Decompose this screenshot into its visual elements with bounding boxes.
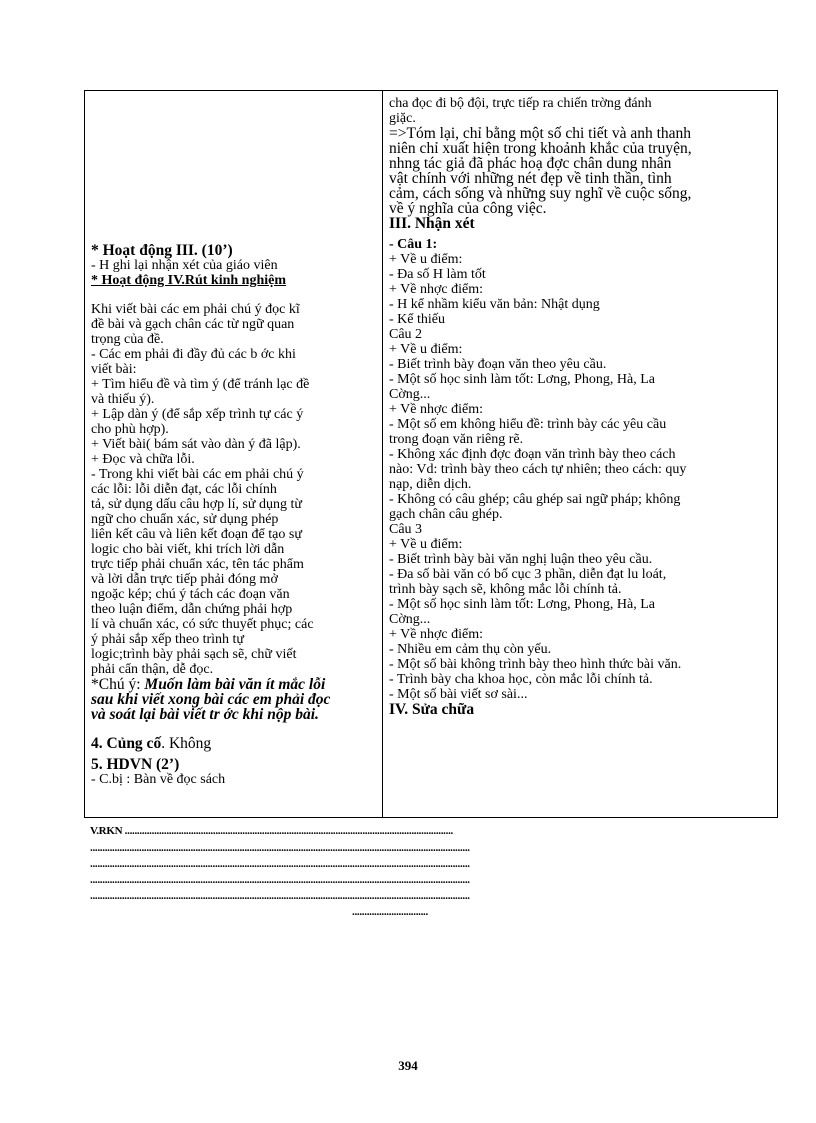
advice-line: - Các em phải đi đầy đủ các b ớc khi [91,347,296,362]
right-column [389,91,773,817]
section-4-title: 4. Củng cố [91,735,162,752]
note-text: Muốn làm bài văn ít mắc lỗi [144,676,326,693]
section-4-text: . Không [161,735,212,752]
summary-line: niên chỉ xuất hiện trong khoảnh khắc của truyện, [389,140,692,157]
advice-line: + Tìm hiểu đề và tìm ý (để tránh lạc đề [91,377,310,392]
dotted-line: ........................................................................................................................................................... [90,842,470,854]
review-line: + Về u điểm: [389,537,463,552]
summary-line: giặc. [389,111,416,126]
review-line: - Một số em không hiểu đề: trình bày các yêu cầu [389,417,667,432]
section-5-text: - C.bị : Bàn về đọc sách [91,772,226,787]
question-3-title: Câu 3 [389,522,423,537]
review-line: - Một số bài không trình bày theo hình thức bài văn. [389,657,682,672]
review-line: + Về nhợc điểm: [389,402,483,417]
advice-line: phải cẩn thận, dễ đọc. [91,662,214,677]
summary-line: vật chính với những nét đẹp về tinh thần, tình [389,170,672,187]
summary-line: cha đọc đi bộ đội, trực tiếp ra chiến trờng đánh [389,96,652,111]
review-line: - Nhiều em cảm thụ còn yếu. [389,642,552,657]
review-line: - Một số học sinh làm tốt: Lơng, Phong, Hà, La [389,597,655,612]
advice-line: và thiếu ý). [91,392,155,407]
advice-line: trọng của đề. [91,332,164,347]
review-line: - Đa số H làm tốt [389,267,486,282]
column-divider [382,91,383,817]
review-line: + Về u điểm: [389,252,463,267]
advice-line: theo luận điểm, dẫn chứng phải hợp [91,602,293,617]
review-line: trong đoạn văn riêng rẽ. [389,432,524,447]
review-line: - Biết trình bày đoạn văn theo yêu cầu. [389,357,607,372]
summary-line: nhng tác giả đã phác hoạ đợc chân dung nhân [389,155,672,172]
advice-line: ý phải sắp xếp theo trình tự [91,632,245,647]
dotted-line: ........................................................................................................................................................... [90,874,470,886]
note-line: sau khi viết xong bài các em phải đọc [91,691,331,708]
review-line: - Một số bài viết sơ sài... [389,687,528,702]
review-line: - H kể nhầm kiểu văn bản: Nhật dụng [389,297,600,312]
advice-line: ngữ cho chuẩn xác, sử dụng phép [91,512,279,527]
advice-line: Khi viết bài các em phải chú ý đọc kĩ [91,302,300,317]
page-number: 394 [398,1058,418,1073]
advice-line: liên kết câu và liên kết đoạn để tạo sự [91,527,302,542]
lesson-table [84,90,778,818]
activity-3-text: - H ghi lại nhận xét của giáo viên [91,258,278,273]
advice-line: + Đọc và chữa lỗi. [91,452,195,467]
advice-line: + Lập dàn ý (để sắp xếp trình tự các ý [91,407,304,422]
advice-line: đề bài và gạch chân các từ ngữ quan [91,317,295,332]
review-line: - Biết trình bày bài văn nghị luận theo yêu cầu. [389,552,653,567]
review-line: - Đa số bài văn có bố cục 3 phần, diễn đạt lu loát, [389,567,667,582]
advice-line: cho phù hợp). [91,422,169,437]
review-line: gạch chân câu ghép. [389,507,503,522]
advice-line: + Viết bài( bám sát vào dàn ý đã lập). [91,437,301,452]
review-line: - Không có câu ghép; câu ghép sai ngữ pháp; không [389,492,681,507]
summary-line: =>Tóm lại, chỉ bằng một số chi tiết và anh thanh [389,125,692,142]
section-5-title: 5. HDVN (2’) [91,756,180,773]
advice-line: viết bài: [91,362,137,377]
question-1-title: - Câu 1: [389,237,438,252]
advice-line: logic cho bài viết, khi trích lời dẫn [91,542,285,557]
activity-3-title: * Hoạt động III. (10’) [91,242,233,259]
review-line: - Trình bày cha khoa học, còn mắc lỗi chính tả. [389,672,653,687]
left-column [91,91,377,817]
advice-line: ngoặc kép; chú ý tách các đoạn văn [91,587,290,602]
review-line: + Về u điểm: [389,342,463,357]
activity-4-title: * Hoạt động IV.Rút kinh nghiệm [91,273,287,288]
dotted-line: ........................................................................................................................................................... [90,890,470,902]
note-label: *Chú ý: [91,676,145,693]
advice-line: trực tiếp phải chuẩn xác, tên tác phẩm [91,557,304,572]
advice-line: - Trong khi viết bài các em phải chú ý [91,467,304,482]
review-line: + Về nhợc điểm: [389,627,483,642]
advice-line: lí và chuẩn xác, có sức thuyết phục; các [91,617,314,632]
dotted-line-short: ............................... [352,906,428,918]
advice-line: và lời dẫn trực tiếp phải đóng mở [91,572,278,587]
review-line: Cờng... [389,612,431,627]
note-line [91,677,377,692]
advice-line: các lỗi: lỗi diễn đạt, các lỗi chính [91,482,277,497]
note-line: và soát lại bài viết tr ớc khi nộp bài. [91,706,319,723]
review-line: trình bày sạch sẽ, không mắc lỗi chính tả. [389,582,622,597]
review-line: nào: Vd: trình bày theo cách tự nhiên; theo cách: quy [389,462,687,477]
review-line: - Kể thiếu [389,312,445,327]
section-4-right-title: IV. Sửa chữa [389,701,475,718]
section-3-title: III. Nhận xét [389,215,475,232]
review-line: nạp, diễn dịch. [389,477,472,492]
section-4 [91,736,377,751]
summary-line: cảm, cách sống và những suy nghĩ về cuộc sống, [389,185,692,202]
review-line: - Một số học sinh làm tốt: Lơng, Phong, Hà, La [389,372,655,387]
rkn-line: V.RKN ...................................................................................................................................... [90,825,453,837]
review-line: - Không xác định đợc đoạn văn trình bày theo cách [389,447,676,462]
summary-line: về ý nghĩa của công việc. [389,200,547,217]
review-line: Cờng... [389,387,431,402]
advice-line: tả, sử dụng dấu câu hợp lí, sử dụng từ [91,497,302,512]
question-2-title: Câu 2 [389,327,423,342]
dotted-line: ........................................................................................................................................................... [90,858,470,870]
advice-line: logic;trình bày phải sạch sẽ, chữ viết [91,647,297,662]
review-line: + Về nhợc điểm: [389,282,483,297]
